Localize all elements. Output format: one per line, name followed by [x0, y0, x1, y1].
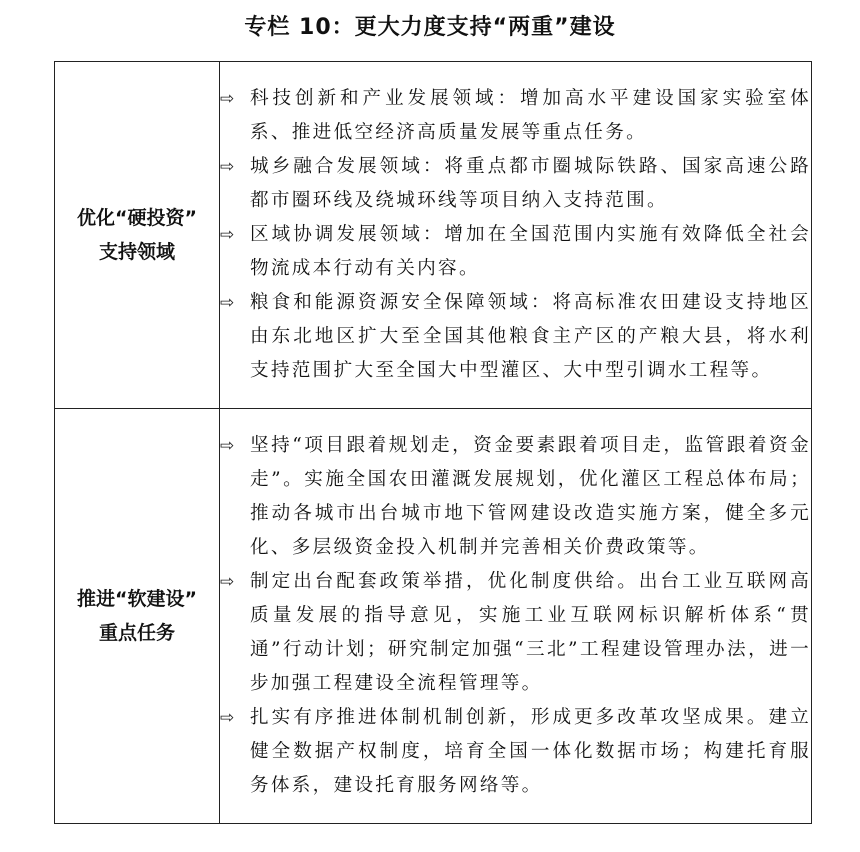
row-label-line: 推进“软建设” — [77, 588, 197, 610]
arrow-bullet-icon: ⇨ — [220, 436, 235, 456]
arrow-bullet-icon: ⇨ — [220, 225, 235, 245]
list-item-text: 坚持“项目跟着规划走，资金要素跟着项目走，监管跟着资金走”。实施全国农田灌溉发展规划，优化灌区工程总体布局；推动各城市出台城市地下管网建设改造实施方案，健全多元化、多层级资金投入机制并完善相关价费政策等。 — [250, 435, 811, 558]
row-label-line: 重点任务 — [98, 622, 175, 644]
list-item — [220, 150, 811, 218]
list-item — [220, 82, 811, 150]
row-content — [220, 409, 812, 824]
list-item-text: 扎实有序推进体制机制创新，形成更多改革攻坚成果。建立健全数据产权制度，培育全国一体化数据市场；构建托育服务体系，建设托育服务网络等。 — [250, 707, 811, 796]
list-item-text: 粮食和能源资源安全保障领域：将高标准农田建设支持地区由东北地区扩大至全国其他粮食主产区的产粮大县，将水利支持范围扩大至全国大中型灌区、大中型引调水工程等。 — [250, 292, 811, 381]
list-item-text: 城乡融合发展领域：将重点都市圈城际铁路、国家高速公路都市圈环线及绕城环线等项目纳入支持范围。 — [250, 156, 811, 211]
list-item-text: 制定出台配套政策举措，优化制度供给。出台工业互联网高质量发展的指导意见，实施工业互联网标识解析体系“贯通”行动计划；研究制定加强“三北”工程建设管理办法，进一步加强工程建设全流程管理等。 — [250, 571, 811, 694]
list-item-text: 区域协调发展领域：增加在全国范围内实施有效降低全社会物流成本行动有关内容。 — [250, 224, 811, 279]
list-item — [220, 218, 811, 286]
row-label-line: 支持领域 — [98, 241, 175, 263]
row-label — [55, 62, 220, 409]
feature-table — [54, 61, 812, 824]
list-item — [220, 429, 811, 565]
list-item — [220, 286, 811, 388]
arrow-bullet-icon: ⇨ — [220, 572, 235, 592]
arrow-bullet-icon: ⇨ — [220, 157, 235, 177]
list-item — [220, 565, 811, 701]
row-label — [55, 409, 220, 824]
arrow-bullet-icon: ⇨ — [220, 293, 235, 313]
arrow-bullet-icon: ⇨ — [220, 89, 235, 109]
list-item — [220, 701, 811, 803]
list-item-text: 科技创新和产业发展领域：增加高水平建设国家实验室体系、推进低空经济高质量发展等重点任务。 — [250, 88, 811, 143]
arrow-bullet-icon: ⇨ — [220, 708, 235, 728]
row-label-line: 优化“硬投资” — [77, 207, 197, 229]
row-content — [220, 62, 812, 409]
page-title: 专栏 10：更大力度支持“两重”建设 — [244, 15, 616, 40]
table-row — [55, 62, 812, 409]
table-row — [55, 409, 812, 824]
